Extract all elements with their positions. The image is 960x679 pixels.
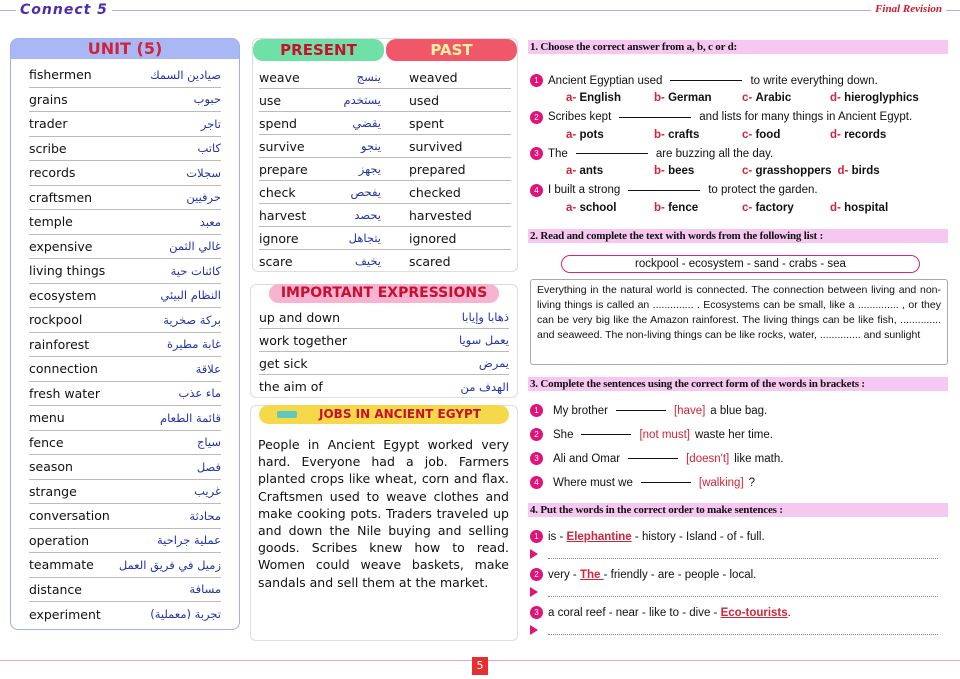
vocab-word: scribe [29,140,67,156]
question-number: 2 [530,428,543,441]
vocab-row [29,553,221,578]
option-text: bees [668,165,695,177]
section-4-title: 4. Put the words in the correct order to make sentences : [528,503,948,517]
vocab-word: expensive [29,238,93,254]
vocab-word: experiment [29,606,101,622]
vocab-word: craftsmen [29,189,93,205]
present-verb: check [259,184,296,200]
option[interactable] [566,165,654,177]
verb-row [259,112,511,135]
vocab-row [29,406,221,431]
vocab-list [11,59,239,627]
word-order-question [530,530,765,543]
question-text-start: She [553,428,574,441]
verb-row [259,158,511,181]
option-letter: b- [654,201,665,214]
vocab-word: menu [29,410,65,426]
vocab-row [29,259,221,284]
verb-translation: يحصد [354,207,381,222]
words-after: - history - Island - of - full. [631,530,765,543]
answer-line[interactable] [548,625,938,635]
option[interactable] [654,92,742,104]
option-text: English [579,92,621,104]
vocab-word: conversation [29,508,110,524]
option[interactable] [742,129,830,141]
question-text-start: Ancient Egyptian used [548,74,663,87]
question-number: 4 [530,184,543,197]
expression-row [259,352,509,375]
words-after: . [787,606,791,619]
expression-row [259,329,509,352]
vocab-translation: كاتب [197,141,221,156]
mcq-options [566,165,926,177]
capitalized-word: Eco-tourists [720,606,788,619]
option-text: Arabic [755,92,792,104]
header-title: Final Revision [871,3,946,15]
jobs-reading [250,405,518,641]
vocab-word: season [29,459,73,475]
section-1-title: 1. Choose the correct answer from a, b, c or d: [528,40,948,54]
option-text: school [579,201,617,214]
present-verb: use [259,92,282,108]
verb-row [259,135,511,158]
option-letter: d- [830,128,841,141]
vocab-translation: قائمة الطعام [160,410,221,425]
option-text: crafts [668,128,700,141]
vocab-translation: كائنات حية [170,263,221,278]
present-verb: prepare [259,161,308,177]
word-list: rockpool - ecosystem - sand - crabs - sea [561,255,920,273]
option-letter: c- [742,201,753,214]
past-verb: harvested [409,207,472,223]
expression: get sick [259,355,308,371]
option-text: ants [579,165,604,177]
word-order-question [530,568,756,581]
header-rule [0,10,960,11]
expression-translation: يمرض [478,356,509,370]
vocab-row [29,333,221,358]
option[interactable] [830,129,918,141]
question-text-start: I built a strong [548,184,621,196]
question-text-end: ? [748,476,756,489]
past-verb: scared [409,254,451,269]
vocab-word: distance [29,581,82,597]
mcq-options [566,202,918,214]
vocab-word: operation [29,532,90,548]
mcq-question [530,184,818,197]
verb-row [259,181,511,204]
vocab-translation: بركة صخرية [163,312,221,327]
verb-form-question [530,404,767,417]
vocab-word: fishermen [29,67,92,83]
answer-line[interactable] [548,549,938,559]
past-verb: spent [409,115,444,131]
arrow-icon [530,587,538,597]
bracket-word: [not must] [639,428,690,441]
word-order-text [548,569,756,581]
vocab-translation: معبد [199,214,221,229]
word-order-question [530,606,791,619]
expression: the aim of [259,379,323,394]
important-expressions [250,284,518,398]
option[interactable] [830,202,918,214]
vocab-row [29,480,221,505]
mcq-question [530,111,912,124]
answer-blank[interactable] [641,482,691,483]
verb-row [259,250,511,273]
answer-blank[interactable] [628,458,678,459]
pencil-icon [277,411,297,418]
verb-translation: يقضي [352,115,381,130]
vocab-translation: غريب [194,484,221,499]
vocab-row [29,504,221,529]
vocab-translation: عملية جراحية [156,533,221,548]
question-text-end: like math. [734,452,784,465]
vocab-word: ecosystem [29,287,97,303]
answer-blank[interactable] [670,80,742,81]
option[interactable] [742,165,838,177]
vocab-row [29,88,221,113]
words-after: - friendly - are - people - local. [603,568,757,581]
verb-form-question [530,428,773,441]
vocab-row [29,235,221,260]
verb-table [252,38,518,272]
brand-logo: Connect 5 [16,2,112,18]
jobs-text: People in Ancient Egypt worked very hard. Everyone had a job. Farmers planted crops like wheat, corn and flax. Craftsmen used to weave clothes and make cooking pots. Traders traveled up and down the Nile buying and selling goods. Scribes knew how to read. Women could weave baskets, make sandals and sell them at the market. [258,437,509,590]
vocab-translation: حرفيين [186,190,221,205]
question-text-start: Scribes kept [548,111,612,123]
option-letter: a- [566,165,577,177]
vocab-word: rockpool [29,312,83,328]
mcq-question [530,147,773,160]
vocab-word: grains [29,91,68,107]
question-text-start: The [548,147,568,160]
answer-line[interactable] [548,587,938,597]
section-2-title: 2. Read and complete the text with words from the following list : [528,229,948,243]
past-verb: survived [409,138,463,154]
vocab-word: records [29,165,76,181]
expression-row [259,375,509,398]
jobs-title: JOBS IN ANCIENT EGYPT [319,407,481,421]
word-order-text [548,531,765,543]
capitalized-word: Elephantine [566,530,632,543]
question-text-start: Ali and Omar [553,452,621,465]
question-text-end: waste her time. [694,428,773,441]
option-text: factory [755,201,794,214]
expression-row [259,306,509,329]
verb-rows [253,61,517,273]
option[interactable] [566,92,654,104]
expression: work together [259,332,348,348]
vocab-translation: علاقة [195,361,221,376]
vocab-row [29,578,221,603]
option-letter: d- [830,92,841,104]
vocab-translation: مسافة [189,582,221,597]
past-verb: weaved [409,69,458,85]
vocab-translation: سياج [196,435,221,450]
vocab-row [29,112,221,137]
option-text: birds [851,165,880,177]
arrow-icon [530,549,538,559]
answer-blank[interactable] [619,117,691,118]
option[interactable] [742,92,830,104]
verb-translation: يخيف [355,254,381,268]
vocab-word: fence [29,434,64,450]
vocab-word: rainforest [29,336,90,352]
vocab-row [29,357,221,382]
question-text-end: to protect the garden. [708,184,818,196]
page-number: 5 [472,657,488,675]
verb-translation: يستخدم [343,92,381,107]
option-letter: b- [654,165,665,177]
bracket-word: [doesn't] [686,452,730,465]
vocab-row [29,382,221,407]
section-3-title: 3. Complete the sentences using the correct form of the words in brackets : [528,377,948,391]
option-text: German [668,92,712,104]
present-verb: ignore [259,230,299,246]
option-letter: b- [654,128,665,141]
vocab-row [29,284,221,309]
verb-row [259,204,511,227]
verb-form-question [530,476,755,489]
option-text: hieroglyphics [844,92,919,104]
expressions-title: IMPORTANT EXPRESSIONS [269,284,499,303]
vocab-word: temple [29,214,73,230]
option-letter: d- [837,165,849,177]
capitalized-word: The [579,568,604,581]
mcq-options [566,129,918,141]
vocab-translation: صيادين السمك [150,67,221,82]
verb-translation: ينجو [360,138,381,153]
option-letter: a- [566,92,577,104]
vocab-translation: حبوب [193,92,221,107]
answer-blank[interactable] [576,153,648,154]
answer-blank[interactable] [616,410,666,411]
verb-row [259,227,511,250]
unit-title: UNIT (5) [11,39,239,59]
vocab-row [29,210,221,235]
verb-translation: يتجاهل [348,230,381,245]
option-text: hospital [844,201,889,214]
question-number: 1 [530,74,543,87]
option-text: records [844,128,887,141]
option[interactable] [654,202,742,214]
unit-vocabulary-panel [10,38,240,630]
question-number: 1 [530,530,543,543]
vocab-row [29,63,221,88]
present-header: PRESENT [253,39,384,61]
expression-translation: ذهابا وإيابا [461,310,509,324]
vocab-row [29,602,221,627]
bracket-word: [have] [673,404,706,417]
question-text-start: Where must we [553,476,633,489]
past-header: PAST [386,39,517,61]
vocab-translation: النظام البيئي [160,288,221,303]
vocab-row [29,431,221,456]
mcq-question [530,74,878,87]
word-order-text [548,607,791,619]
vocab-word: teammate [29,557,94,573]
option[interactable] [654,129,742,141]
option-text: fence [668,201,699,214]
answer-blank[interactable] [628,190,700,191]
vocab-row [29,161,221,186]
vocab-word: strange [29,483,77,499]
question-text-end: are buzzing all the day. [655,147,774,160]
option-letter: a- [566,128,577,141]
option[interactable] [566,129,654,141]
option[interactable] [742,202,830,214]
vocab-translation: غابة مطيرة [167,337,221,352]
present-verb: spend [259,115,297,131]
question-text-start: My brother [553,404,608,417]
question-number: 1 [530,404,543,417]
option[interactable] [654,165,742,177]
past-verb: ignored [409,230,457,246]
verb-translation: يجهز [358,161,381,176]
vocab-word: fresh water [29,385,100,401]
jobs-header [259,405,509,424]
option-text: pots [579,128,604,141]
option-letter: c- [742,92,753,104]
option[interactable] [838,165,926,177]
words-before: a coral reef - near - like to - dive - [548,606,721,619]
verb-translation: ينسج [356,69,381,84]
expression: up and down [259,309,341,325]
vocab-translation: ماء عذب [178,386,221,401]
question-text-end: a blue bag. [710,404,768,417]
option-text: food [755,128,781,141]
present-verb: survive [259,138,305,154]
expression-rows [251,303,517,398]
question-number: 4 [530,476,543,489]
past-verb: checked [409,184,461,200]
vocab-translation: سجلات [186,165,221,180]
bracket-word: [walking] [698,476,744,489]
option-letter: d- [830,201,841,214]
past-verb: prepared [409,161,466,177]
vocab-word: connection [29,361,98,377]
question-text-end: to write everything down. [750,74,878,87]
section-2-text: Everything in the natural world is connected. The connection between living and non-living things is called an .............. . Ecosystems can be small, like a .............. , or they can be very big like the Amazon rainforest. The living things can be like fish, .............. and seaweed. The non-living things can be like rocks, water, .............. and sunlight [530,279,948,365]
vocab-word: trader [29,116,68,132]
question-number: 2 [530,111,543,124]
question-number: 3 [530,147,543,160]
question-number: 3 [530,452,543,465]
verb-row [259,66,511,89]
verb-translation: يفحص [350,184,381,199]
past-verb: used [409,92,440,108]
option-text: grasshoppers [755,165,832,177]
mcq-options [566,92,925,104]
vocab-row [29,308,221,333]
vocab-translation: زميل في فريق العمل [118,557,221,572]
option-letter: a- [566,201,577,214]
vocab-translation: تجربة (معملية) [150,607,221,622]
question-number: 3 [530,606,543,619]
vocab-row [29,137,221,162]
expression-translation: الهدف من [460,379,509,394]
vocab-translation: غالي الثمن [169,239,221,254]
vocab-translation: فصل [196,459,221,474]
question-number: 2 [530,568,543,581]
vocab-row [29,455,221,480]
vocab-translation: تاجر [200,116,221,131]
expression-translation: يعمل سويا [458,333,509,347]
vocab-word: living things [29,263,106,279]
words-before: very - [548,568,580,581]
option-letter: b- [654,92,665,104]
option-letter: c- [742,128,753,141]
option[interactable] [830,92,925,104]
vocab-row [29,529,221,554]
arrow-icon [530,625,538,635]
option[interactable] [566,202,654,214]
words-before: is - [548,530,567,543]
answer-blank[interactable] [581,434,631,435]
verb-row [259,89,511,112]
present-verb: harvest [259,207,307,223]
present-verb: weave [259,69,300,85]
verb-form-question [530,452,783,465]
question-text-end: and lists for many things in Ancient Egypt. [699,111,913,123]
vocab-translation: محادثة [189,508,221,523]
vocab-row [29,186,221,211]
present-verb: scare [259,254,293,269]
option-letter: c- [742,165,753,177]
